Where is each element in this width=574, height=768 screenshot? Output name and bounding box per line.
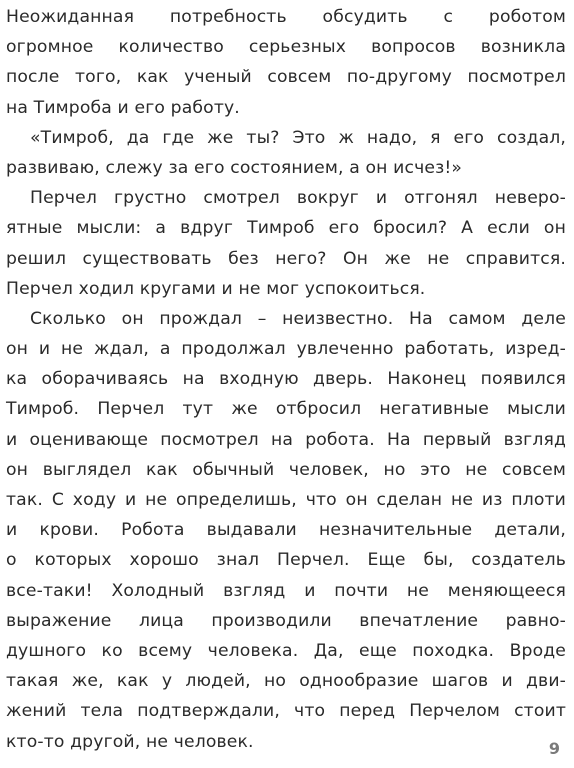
page-number: 9 — [548, 739, 560, 758]
paragraph-4-line-12: душного ко всему человека. Да, еще походка. Вроде — [6, 640, 566, 661]
paragraph-3-line-1: Перчел грустно смотрел вокруг и отгонял неверо- — [30, 188, 566, 209]
paragraph-4-line-10: все-таки! Холодный взгляд и почти не меняющееся — [6, 580, 566, 601]
paragraph-4-line-11: выражение лица производили впечатление равно- — [6, 610, 566, 631]
paragraph-4-line-9: о которых хорошо знал Перчел. Еще бы, создатель — [6, 550, 566, 571]
paragraph-4-line-1: Сколько он прождал – неизвестно. На самом деле — [30, 308, 566, 329]
paragraph-3-line-3: решил существовать без него? Он же не справится. — [6, 248, 566, 269]
paragraph-1-line-1: Неожиданная потребность обсудить с роботом — [6, 7, 566, 27]
paragraph-1-line-3: после того, как ученый совсем по-другому посмотрел — [6, 67, 566, 88]
paragraph-4-line-14: жений тела подтверждали, что перед Перчелом стоит — [6, 701, 566, 722]
paragraph-1-line-2: огромное количество серьезных вопросов возникла — [6, 37, 566, 58]
paragraph-3-line-4: Перчел ходил кругами и не мог успокоиться. — [6, 278, 426, 299]
paragraph-3-line-2: ятные мысли: а вдруг Тимроб его бросил? А если он — [6, 218, 566, 239]
paragraph-4-line-6: он выглядел как обычный человек, но это не совсем — [6, 459, 566, 480]
paragraph-4-line-5: и оценивающе посмотрел на робота. На первый взгляд — [6, 429, 566, 450]
paragraph-4-line-4: Тимроб. Перчел тут же отбросил негативные мысли — [6, 399, 566, 420]
body-text — [6, 2, 566, 757]
paragraph-2-line-1: «Тимроб, да где же ты? Это ж надо, я его создал, — [30, 127, 566, 148]
paragraph-4-line-13: такая же, как у людей, но однообразие шагов и дви- — [6, 671, 566, 692]
paragraph-2-line-2: развиваю, слежу за его состоянием, а он исчез!» — [6, 157, 463, 178]
paragraph-4-line-8: и крови. Робота выдавали незначительные детали, — [6, 520, 566, 541]
paragraph-1-line-4: на Тимроба и его работу. — [6, 97, 240, 118]
paragraph-4-line-3: ка оборачиваясь на входную дверь. Наконец появился — [6, 369, 566, 390]
paragraph-4-line-7: так. С ходу и не определишь, что он сделан не из плоти — [6, 490, 566, 510]
paragraph-4-line-15: кто-то другой, не человек. — [6, 731, 254, 752]
paragraph-4-line-2: он и не ждал, а продолжал увлеченно работать, изред- — [6, 339, 566, 360]
